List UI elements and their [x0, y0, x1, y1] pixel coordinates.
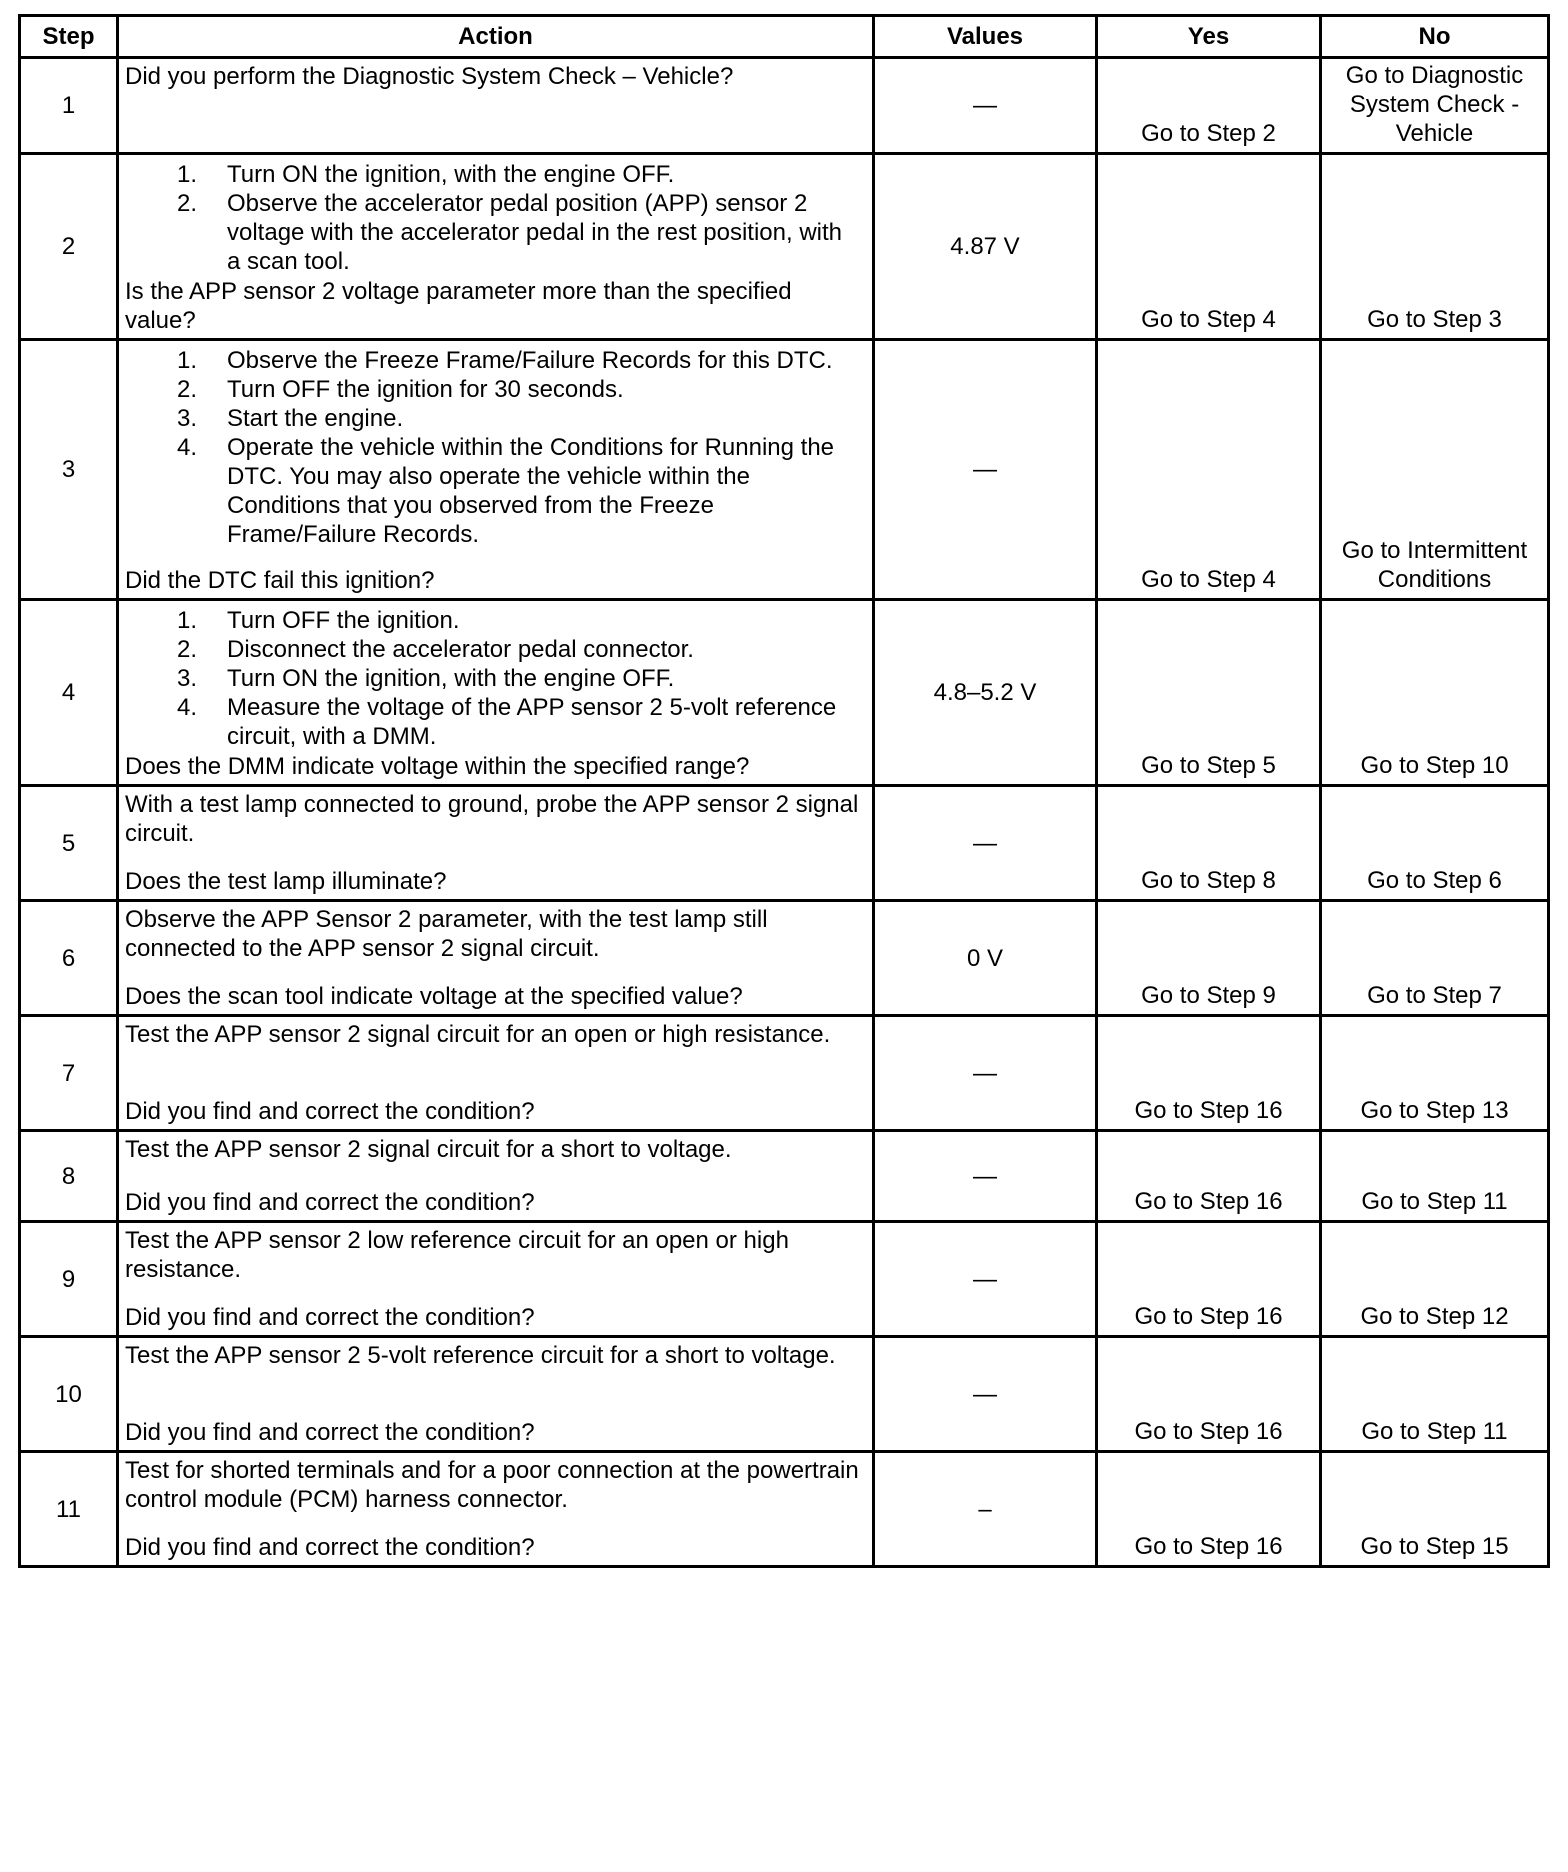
action-question: Did you find and correct the condition? [125, 1098, 535, 1125]
action-content [125, 1020, 866, 1126]
values-cell: 0 V [874, 901, 1097, 1016]
table-row [20, 1452, 1549, 1567]
action-step-text: Observe the Freeze Frame/Failure Records for this DTC. [227, 347, 833, 374]
yes-cell: Go to Step 5 [1097, 600, 1321, 786]
action-content [125, 1456, 866, 1562]
action-question: Did the DTC fail this ignition? [125, 567, 435, 594]
action-text: Test the APP sensor 2 5-volt reference circuit for a short to voltage. [125, 1342, 836, 1369]
action-text: With a test lamp connected to ground, probe the APP sensor 2 signal circuit. [125, 791, 859, 847]
values-cell: 4.8–5.2 V [874, 600, 1097, 786]
action-question: Did you find and correct the condition? [125, 1189, 535, 1216]
no-cell: Go to Step 12 [1321, 1222, 1549, 1337]
table-row [20, 1016, 1549, 1131]
step-number: 8 [20, 1131, 118, 1222]
yes-cell: Go to Step 16 [1097, 1452, 1321, 1567]
step-number: 11 [20, 1452, 118, 1567]
action-step-text: Measure the voltage of the APP sensor 2 5-volt reference circuit, with a DMM. [227, 694, 837, 750]
action-top [125, 1226, 866, 1284]
step-number: 6 [20, 901, 118, 1016]
action-question: Does the scan tool indicate voltage at the specified value? [125, 983, 743, 1010]
header-step: Step [20, 16, 118, 58]
action-top [125, 344, 866, 549]
header-row [20, 16, 1549, 58]
no-cell: Go to Step 6 [1321, 786, 1549, 901]
no-cell: Go to Step 11 [1321, 1131, 1549, 1222]
action-question: Is the APP sensor 2 voltage parameter more than the specified value? [125, 278, 792, 334]
no-cell: Go to Step 10 [1321, 600, 1549, 786]
values-cell: — [874, 1337, 1097, 1452]
step-number: 4 [20, 600, 118, 786]
table-row [20, 340, 1549, 600]
yes-cell: Go to Step 16 [1097, 1131, 1321, 1222]
table-row [20, 1222, 1549, 1337]
action-step-number: 1. [176, 347, 197, 374]
action-content [125, 62, 866, 132]
yes-cell: Go to Step 2 [1097, 58, 1321, 154]
action-top [125, 790, 866, 848]
action-step-item [125, 664, 866, 693]
action-step-text: Start the engine. [227, 405, 404, 432]
yes-cell: Go to Step 4 [1097, 340, 1321, 600]
action-text: Test for shorted terminals and for a poor connection at the powertrain control module (PCM) harness connector. [125, 1457, 859, 1513]
action-cell [118, 154, 874, 340]
yes-cell: Go to Step 16 [1097, 1016, 1321, 1131]
action-step-text: Operate the vehicle within the Conditions for Running the DTC. You may also operate the vehicle within the Conditions that you observed from the Freeze Frame/Failure Records. [227, 434, 835, 548]
action-content [125, 344, 866, 595]
step-number: 10 [20, 1337, 118, 1452]
step-number: 2 [20, 154, 118, 340]
diagnostic-table-container [18, 14, 1550, 1568]
step-number: 3 [20, 340, 118, 600]
action-step-item [125, 606, 866, 635]
table-row [20, 1337, 1549, 1452]
action-cell [118, 600, 874, 786]
action-step-number: 1. [176, 161, 197, 188]
step-number: 9 [20, 1222, 118, 1337]
action-question: Did you find and correct the condition? [125, 1419, 535, 1446]
table-row [20, 786, 1549, 901]
action-steps-list [125, 606, 866, 751]
action-step-item [125, 189, 866, 276]
action-step-number: 2. [176, 190, 197, 217]
action-content [125, 905, 866, 1011]
action-step-number: 4. [176, 434, 197, 461]
action-step-text: Turn OFF the ignition. [227, 607, 460, 634]
yes-cell: Go to Step 16 [1097, 1222, 1321, 1337]
step-number: 5 [20, 786, 118, 901]
table-row [20, 58, 1549, 154]
no-cell: Go to Step 15 [1321, 1452, 1549, 1567]
no-cell: Go to Step 7 [1321, 901, 1549, 1016]
action-cell [118, 340, 874, 600]
yes-cell: Go to Step 9 [1097, 901, 1321, 1016]
action-question: Did you find and correct the condition? [125, 1304, 535, 1331]
action-text: Test the APP sensor 2 signal circuit for an open or high resistance. [125, 1021, 831, 1048]
action-step-item [125, 433, 866, 549]
action-text: Observe the APP Sensor 2 parameter, with the test lamp still connected to the APP sensor 2 signal circuit. [125, 906, 768, 962]
no-cell: Go to Step 11 [1321, 1337, 1549, 1452]
action-cell [118, 786, 874, 901]
action-top [125, 604, 866, 751]
action-top [125, 1456, 866, 1514]
values-cell: — [874, 58, 1097, 154]
action-content [125, 158, 866, 335]
values-cell: 4.87 V [874, 154, 1097, 340]
action-step-text: Disconnect the accelerator pedal connector. [227, 636, 694, 663]
action-cell [118, 1016, 874, 1131]
values-cell: — [874, 1222, 1097, 1337]
step-number: 7 [20, 1016, 118, 1131]
step-number: 1 [20, 58, 118, 154]
action-question: Does the test lamp illuminate? [125, 868, 447, 895]
action-step-text: Turn ON the ignition, with the engine OFF. [227, 161, 675, 188]
action-top [125, 158, 866, 276]
action-step-number: 3. [176, 665, 197, 692]
table-row [20, 901, 1549, 1016]
action-content [125, 604, 866, 781]
header-action: Action [118, 16, 874, 58]
action-step-text: Turn ON the ignition, with the engine OFF. [227, 665, 675, 692]
action-text: Test the APP sensor 2 low reference circuit for an open or high resistance. [125, 1227, 789, 1283]
action-step-item [125, 404, 866, 433]
action-cell [118, 58, 874, 154]
action-cell [118, 1222, 874, 1337]
action-question: Does the DMM indicate voltage within the specified range? [125, 753, 750, 780]
action-step-text: Observe the accelerator pedal position (APP) sensor 2 voltage with the accelerator pedal in the rest position, with a scan tool. [227, 190, 843, 275]
action-text: Test the APP sensor 2 signal circuit for a short to voltage. [125, 1136, 732, 1163]
action-top [125, 1020, 866, 1049]
yes-cell: Go to Step 8 [1097, 786, 1321, 901]
table-row [20, 1131, 1549, 1222]
action-step-number: 3. [176, 405, 197, 432]
values-cell: — [874, 786, 1097, 901]
action-top [125, 905, 866, 963]
action-cell [118, 1131, 874, 1222]
action-step-number: 1. [176, 607, 197, 634]
values-cell: — [874, 340, 1097, 600]
action-step-number: 4. [176, 694, 197, 721]
yes-cell: Go to Step 16 [1097, 1337, 1321, 1452]
table-row [20, 154, 1549, 340]
no-cell: Go to Diagnostic System Check - Vehicle [1321, 58, 1549, 154]
action-step-number: 2. [176, 376, 197, 403]
action-step-item [125, 375, 866, 404]
action-content [125, 1341, 866, 1447]
action-top [125, 62, 866, 91]
action-top [125, 1135, 866, 1164]
action-step-item [125, 346, 866, 375]
yes-cell: Go to Step 4 [1097, 154, 1321, 340]
values-cell: — [874, 1131, 1097, 1222]
header-values: Values [874, 16, 1097, 58]
no-cell: Go to Step 3 [1321, 154, 1549, 340]
action-question: Did you find and correct the condition? [125, 1534, 535, 1561]
action-step-item [125, 635, 866, 664]
action-cell [118, 901, 874, 1016]
action-content [125, 1226, 866, 1332]
action-step-text: Turn OFF the ignition for 30 seconds. [227, 376, 624, 403]
action-top [125, 1341, 866, 1370]
table-row [20, 600, 1549, 786]
diagnostic-table [18, 14, 1550, 1568]
action-step-item [125, 693, 866, 751]
values-cell: – [874, 1452, 1097, 1567]
action-steps-list [125, 346, 866, 549]
values-cell: — [874, 1016, 1097, 1131]
action-text: Did you perform the Diagnostic System Check – Vehicle? [125, 63, 734, 90]
action-content [125, 1135, 866, 1217]
action-step-item [125, 160, 866, 189]
action-steps-list [125, 160, 866, 276]
action-content [125, 790, 866, 896]
no-cell: Go to Intermittent Conditions [1321, 340, 1549, 600]
action-cell [118, 1452, 874, 1567]
no-cell: Go to Step 13 [1321, 1016, 1549, 1131]
action-cell [118, 1337, 874, 1452]
header-yes: Yes [1097, 16, 1321, 58]
action-step-number: 2. [176, 636, 197, 663]
header-no: No [1321, 16, 1549, 58]
